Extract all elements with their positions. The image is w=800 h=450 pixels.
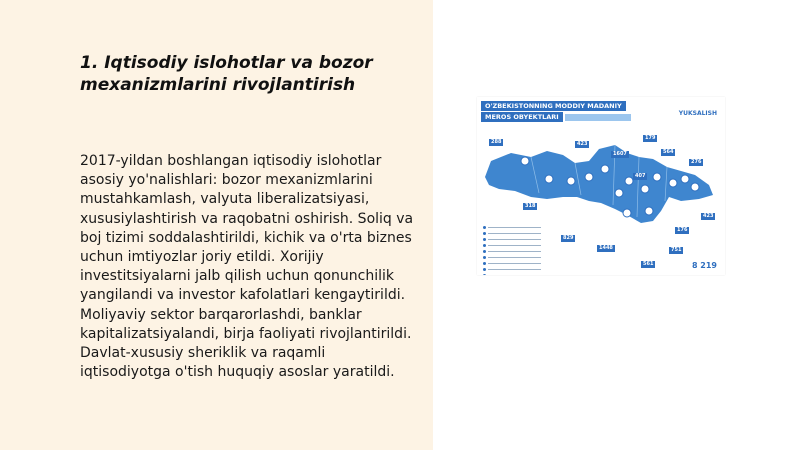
legend-row [483, 249, 541, 254]
monument-pin [681, 175, 689, 183]
monument-pin [545, 175, 553, 183]
region-value-badge: 179 [645, 135, 656, 141]
infographic-total: 8 219 [691, 261, 717, 270]
slide-body-text: 2017-yildan boshlangan iqtisodiy islohotlar asosiy yo'nalishlari: bozor mexanizmlarini mustahkamlash, valyuta liberalizatsiyasi, xususiylashtirish va raqobatni oshirish. Soliq va boj tizimi soddalashtirildi, kichik va o'rta biznes uchun imtiyozlar joriy etildi. Xorijiy investitsiyalarni jalb qilish uchun qonunchilik yangilandi va investor kafolatlari kengaytirildi. Moliyaviy sektor barqarorlashdi, banklar kapitalizatsiyalandi, birja faoliyati rivojlantirildi. Davlat-xususiy sheriklik va raqamli iqtisodiyotga o'tish huquqiy asoslar yaratildi. [80, 153, 414, 381]
yuksalish-logo: YUKSALISH [678, 110, 717, 117]
monument-pin [615, 189, 623, 197]
region-value-badge: 564 [663, 149, 674, 155]
infographic-heading-line2: MEROS OBYEKTLARI [481, 112, 563, 122]
region-value-badge: 288 [491, 139, 502, 145]
monument-pin [645, 207, 653, 215]
monument-pin [625, 177, 633, 185]
monument-pin [653, 173, 661, 181]
legend-row [483, 267, 541, 272]
legend-row [483, 261, 541, 266]
monument-pin [641, 185, 649, 193]
monument-pin [585, 173, 593, 181]
region-value-badge: 423 [703, 213, 714, 219]
region-value-badge: 829 [563, 235, 574, 241]
legend-row [483, 237, 541, 242]
map-shape [485, 145, 713, 223]
monument-pin [601, 165, 609, 173]
heritage-map-infographic [477, 97, 725, 275]
infographic-legend [483, 225, 541, 275]
monument-pin [691, 183, 699, 191]
legend-row [483, 255, 541, 260]
region-value-badge: 561 [643, 261, 654, 267]
monument-pin [623, 209, 631, 217]
monument-pin [567, 177, 575, 185]
region-value-badge: 751 [671, 247, 682, 253]
infographic-heading-line1: O'ZBEKISTONNING MODDIY MADANIY [481, 101, 626, 111]
region-value-badge: 276 [691, 159, 702, 165]
heading-accent-bar [565, 114, 631, 121]
region-value-badge: 1448 [599, 245, 613, 251]
slide-title: 1. Iqtisodiy islohotlar va bozor mexanizmlarini rivojlantirish [80, 53, 373, 95]
legend-row [483, 273, 541, 275]
legend-row [483, 231, 541, 236]
monument-pin [669, 179, 677, 187]
region-value-badge: 423 [577, 141, 588, 147]
region-value-badge: 318 [525, 203, 536, 209]
region-value-badge: 1607 [613, 151, 627, 157]
monument-pin [521, 157, 529, 165]
region-value-badge: 176 [677, 227, 688, 233]
region-value-badge: 407 [635, 173, 646, 179]
legend-row [483, 243, 541, 248]
legend-row [483, 225, 541, 230]
